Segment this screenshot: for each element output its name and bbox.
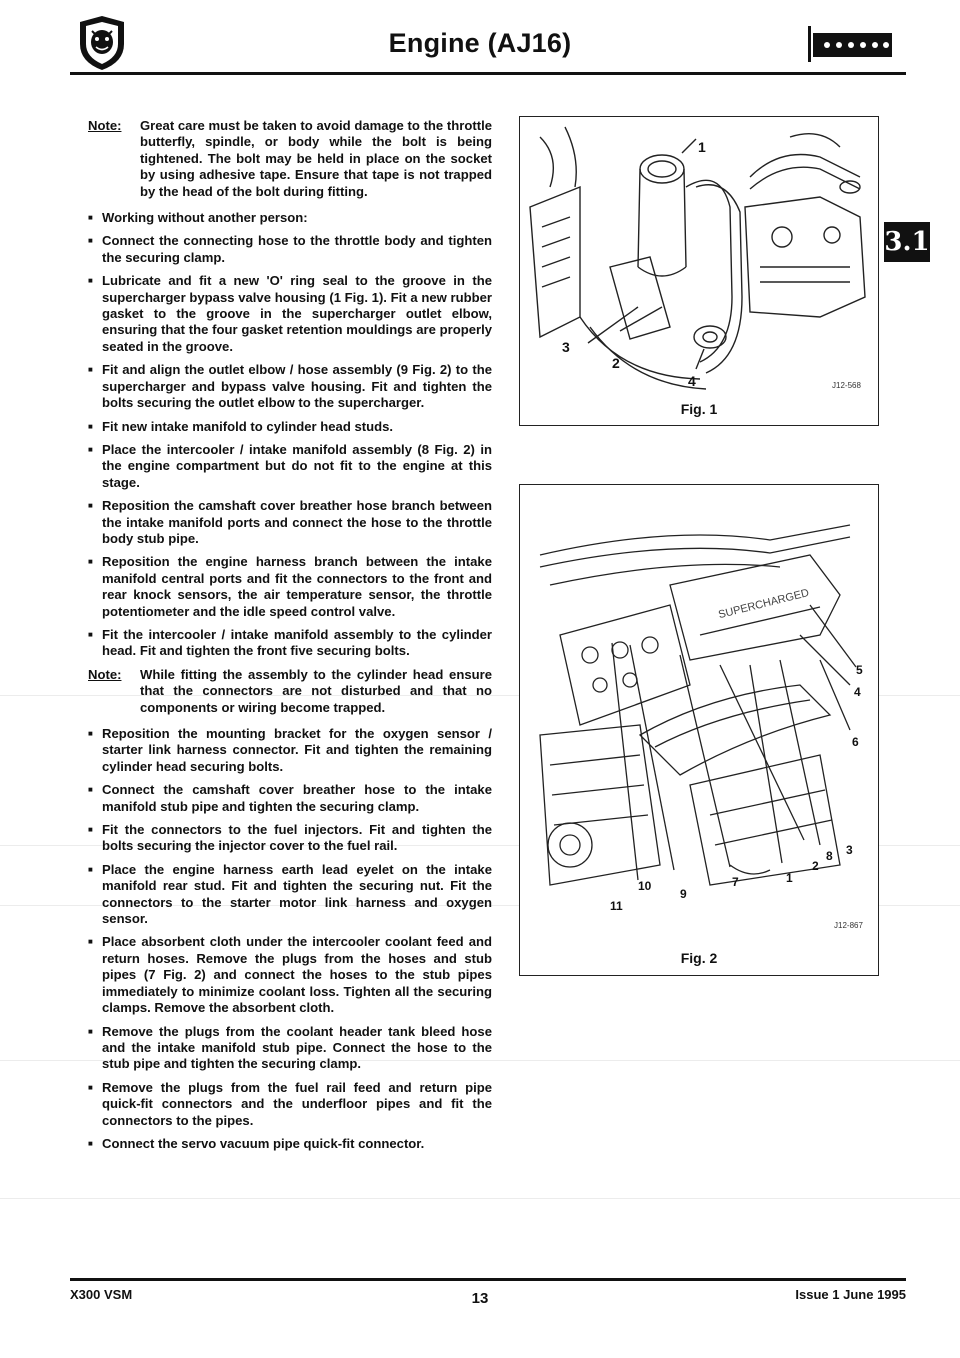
list-item: ■ Fit and align the outlet elbow / hose assembly (9 Fig. 2) to the supercharger and bypass valve housing. Fit and tighten the bolts securing the outlet elbow to the supercharger.: [88, 362, 492, 411]
bullet-icon: ■: [88, 729, 93, 738]
list-item: ■ Connect the camshaft cover breather hose to the intake manifold stub pipe and tighten the securing clamp.: [88, 782, 492, 814]
note-label: Note:: [88, 118, 122, 133]
list-item: ■ Remove the plugs from the coolant header tank bleed hose and the intake manifold stub pipe. Connect the hose to the stub pipe and tighten the securing clamp.: [88, 1023, 492, 1072]
list-item: ■ Reposition the mounting bracket for the oxygen sensor / starter link harness connector. Fit and tighten the remaining cylinder head securing bolts.: [88, 726, 492, 774]
note-text: While fitting the assembly to the cylinder head ensure that the connectors are not disturbed and that no components or wiring become trapped.: [140, 666, 492, 715]
callout-label: 9: [680, 887, 687, 901]
list-item: ■ Connect the servo vacuum pipe quick-fit connector.: [88, 1135, 425, 1151]
footer-rule: [70, 1278, 906, 1281]
section-tab-label: 3.1: [884, 222, 930, 262]
engine-bypass-valve-illustration: [520, 117, 878, 397]
instructions-column: [88, 118, 492, 1159]
bullet-icon: ■: [88, 365, 93, 375]
figure-reference: J12-568: [832, 381, 861, 390]
bullet-icon: ■: [88, 937, 93, 947]
figure-reference: J12-867: [834, 921, 863, 930]
callout-label: 1: [698, 139, 706, 155]
list-item: ■ Place the intercooler / intake manifold assembly (8 Fig. 2) in the engine compartment but do not fit to the engine at this stage.: [88, 441, 492, 490]
bullet-icon: ■: [88, 1026, 93, 1036]
bullet-icon: ■: [88, 213, 93, 223]
page-number: 13: [471, 1290, 489, 1307]
bullet-icon: ■: [88, 864, 93, 874]
callout-label: 7: [732, 875, 739, 889]
callout-label: 4: [688, 373, 696, 389]
callout-label: 4: [854, 685, 861, 699]
bullet-icon: ■: [88, 825, 93, 835]
footer-manual-code: X300 VSM: [70, 1287, 133, 1302]
bullet-icon: ■: [88, 1138, 93, 1148]
bullet-icon: ■: [88, 501, 93, 511]
header-rule: [70, 72, 906, 75]
bullet-icon: ■: [88, 421, 93, 431]
callout-label: 5: [856, 663, 863, 677]
callout-label: 8: [826, 849, 833, 863]
callout-label: 6: [852, 735, 859, 749]
svg-text:SUPERCHARGED: SUPERCHARGED: [717, 587, 811, 622]
bullet-icon: ■: [88, 236, 93, 246]
list-item: ■ Reposition the camshaft cover breather hose branch between the intake manifold ports and connect the hose to the throttle body stub pipe.: [88, 498, 492, 546]
list-item: ■ Place absorbent cloth under the intercooler coolant feed and return hoses. Remove the plugs from the hoses and stub pipes (7 Fig. 2) and connect the hoses to the stub pipes immediately to minimize coolant loss. Tighten all the securing clamps. Remove the absorbent cloth.: [88, 934, 492, 1016]
figure-caption: Fig. 1: [680, 401, 718, 417]
list-item: ■ Lubricate and fit a new 'O' ring seal to the groove in the supercharger bypass valve housing (1 Fig. 1). Fit a new rubber gasket to the groove in the supercharger outlet elbow, ensuring that the four gasket retention mouldings are properly seated in the groove.: [88, 273, 492, 354]
list-item: ■ Working without another person:: [88, 210, 308, 226]
note-text: Great care must be taken to avoid damage to the throttle butterfly, spindle, or body while the bolt is being tightened. The bolt may be held in place on the socket by using adhesive tape. Ensure that tape is not trapped by the head of the bolt during fitting.: [140, 118, 492, 199]
list-item: ■ Fit new intake manifold to cylinder head studs.: [88, 418, 394, 434]
list-item: ■ Fit the intercooler / intake manifold assembly to the cylinder head. Fit and tighten the front five securing bolts.: [88, 626, 492, 659]
callout-label: 11: [610, 899, 623, 913]
callout-label: 3: [562, 339, 570, 355]
callout-label: 3: [846, 843, 853, 857]
callout-label: 2: [812, 859, 819, 873]
section-indicator: [808, 26, 892, 62]
note-label: Note:: [88, 666, 122, 682]
footer-issue-date: Issue 1 June 1995: [795, 1287, 906, 1302]
bullet-icon: ■: [88, 444, 93, 454]
bullet-icon: ■: [88, 276, 93, 286]
figure-1: [519, 116, 879, 426]
bullet-icon: ■: [88, 1082, 93, 1092]
figure-caption: Fig. 2: [680, 950, 718, 966]
bullet-list: [88, 210, 492, 660]
engine-intercooler-illustration: [520, 485, 878, 945]
page-title: Engine (AJ16): [388, 28, 572, 58]
list-item: ■ Reposition the engine harness branch between the intake manifold central ports and fit the connectors to the front and rear knock sensors, the air temperature sensor, the throttle potentiometer and the idle speed control valve.: [88, 554, 492, 619]
bullet-icon: ■: [88, 557, 93, 567]
callout-label: 10: [638, 879, 652, 893]
list-item: ■ Remove the plugs from the fuel rail feed and return pipe quick-fit connectors and the underfloor pipes and fit the connectors to the pipes.: [88, 1079, 492, 1128]
callout-label: 2: [612, 355, 620, 371]
note-block: [88, 118, 492, 200]
callout-label: 1: [786, 871, 793, 885]
list-item: ■ Fit the connectors to the fuel injectors. Fit and tighten the bolts securing the injector cover to the fuel rail.: [88, 822, 492, 854]
figure-2: [519, 484, 879, 976]
note-block: [88, 667, 492, 716]
list-item: ■ Place the engine harness earth lead eyelet on the intake manifold rear stud. Fit and tighten the securing nut. Fit the connectors to the starter motor link harness and oxygen sensor.: [88, 861, 492, 927]
bullet-list: [88, 726, 492, 1152]
list-item: ■ Connect the connecting hose to the throttle body and tighten the securing clamp.: [88, 233, 492, 265]
bullet-icon: ■: [88, 629, 93, 639]
bullet-icon: ■: [88, 785, 93, 795]
